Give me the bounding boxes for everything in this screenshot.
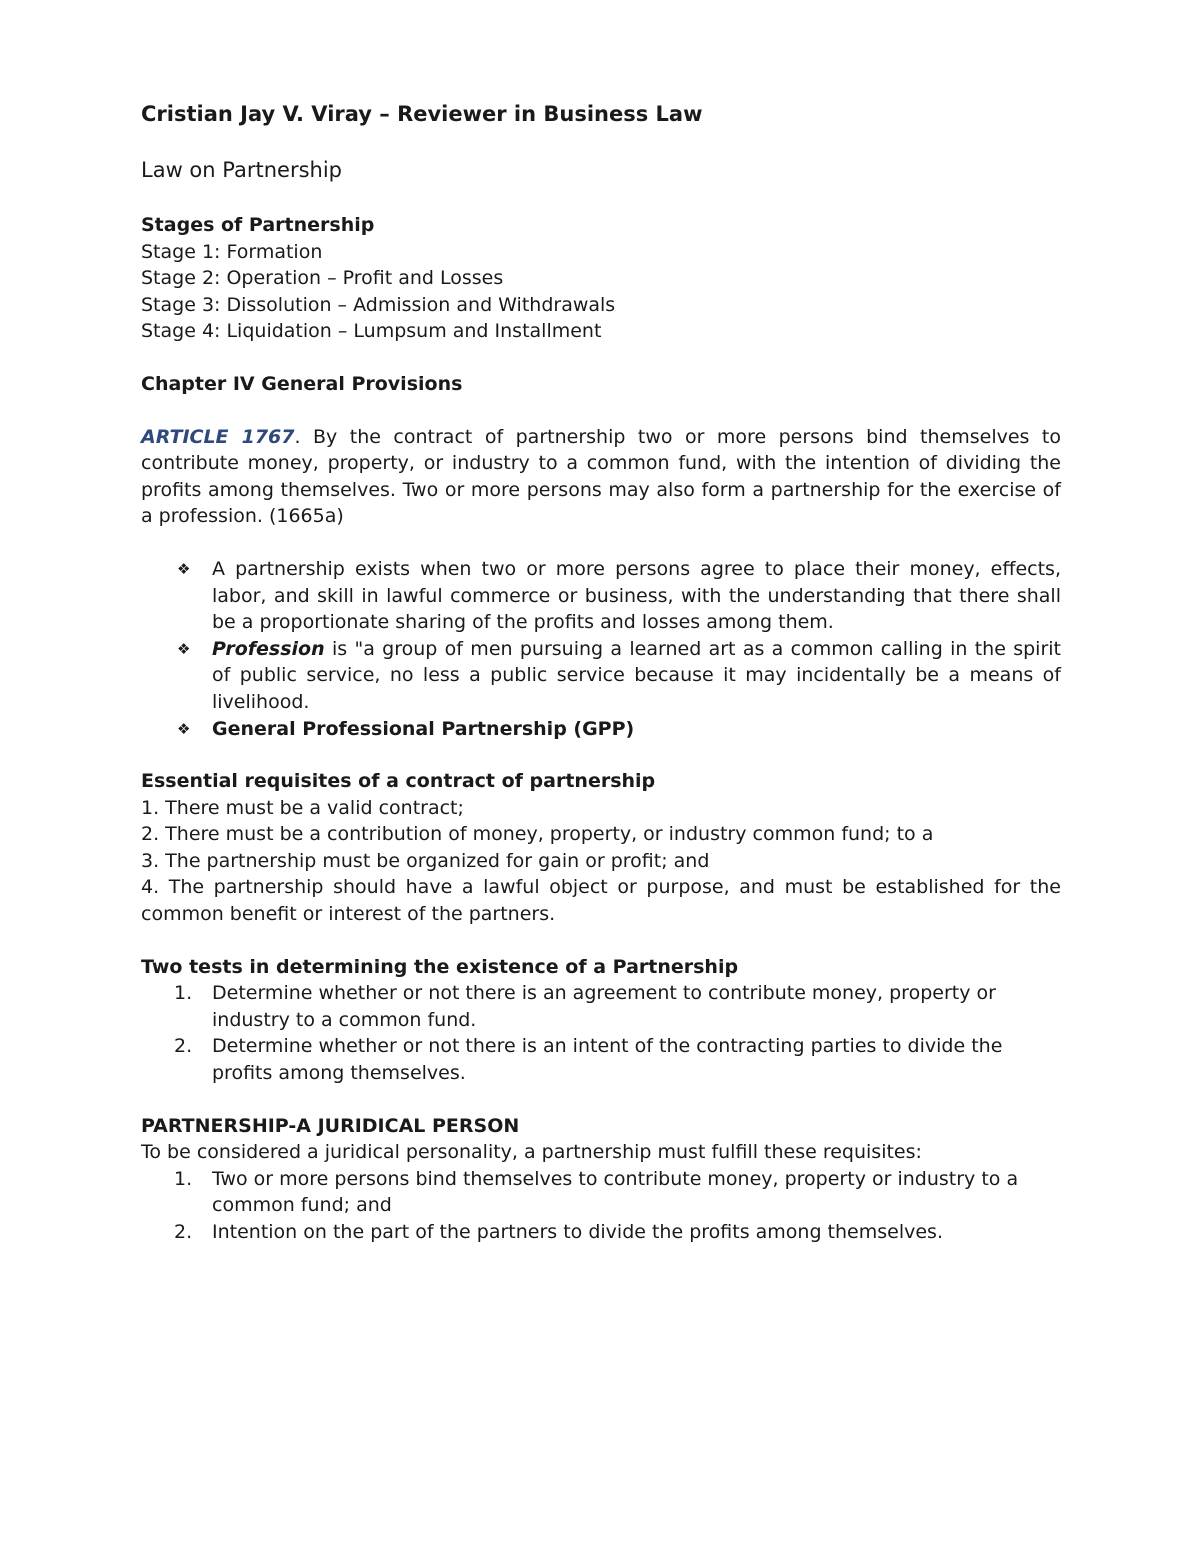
requisite-item: 4. The partnership should have a lawful object or purpose, and must be established for the common benefit or interest of the partners. xyxy=(141,876,1061,926)
list-item xyxy=(141,1033,1061,1086)
item-text: Two or more persons bind themselves to contribute money, property or industry to a common fund; and xyxy=(212,1167,1019,1217)
item-number: 1. xyxy=(174,982,193,1005)
article-paragraph xyxy=(141,424,1061,530)
list-item xyxy=(141,716,1061,743)
document-title: Cristian Jay V. Viray – Reviewer in Business Law xyxy=(141,102,703,126)
stage-item: Stage 1: Formation xyxy=(141,240,323,263)
item-number: 2. xyxy=(174,1221,193,1243)
list-item xyxy=(141,1219,1061,1246)
stage-item: Stage 2: Operation – Profit and Losses xyxy=(141,267,504,290)
stage-item: Stage 3: Dissolution – Admission and Withdrawals xyxy=(141,293,616,316)
requisites-heading: Essential requisites of a contract of partnership xyxy=(141,770,656,793)
tests-section xyxy=(141,954,1061,1087)
diamond-bullet-icon: ❖ xyxy=(177,719,191,738)
bullet-text: A partnership exists when two or more persons agree to place their money, effects, labor, and skill in lawful commerce or business, with the understanding that there shall be a proportionate sharing of the profits and losses among them. xyxy=(212,557,1061,634)
item-text: Determine whether or not there is an agreement to contribute money, property or industry to a common fund. xyxy=(212,982,996,1031)
document-subtitle: Law on Partnership xyxy=(141,158,342,182)
article-text: . By the contract of partnership two or more persons bind themselves to contribute money, property, or industry to a common fund, with the intention of dividing the profits among themselves. Two or more persons may also form a partnership for the exercise of a profession. (1665a) xyxy=(141,425,1061,528)
item-text: Intention on the part of the partners to divide the profits among themselves. xyxy=(212,1221,943,1243)
juridical-section xyxy=(141,1113,1061,1246)
stages-heading: Stages of Partnership xyxy=(141,214,375,236)
stages-section xyxy=(141,212,1061,345)
bullet-text: is "a group of men pursuing a learned art as a common calling in the spirit of public service, no less a public service because it may incidentally be a means of livelihood. xyxy=(212,637,1061,713)
item-text: Determine whether or not there is an intent of the contracting parties to divide the profits among themselves. xyxy=(212,1035,1003,1085)
juridical-intro: To be considered a juridical personality, a partnership must fulfill these requisites: xyxy=(141,1141,922,1164)
requisite-item: 3. The partnership must be organized for gain or profit; and xyxy=(141,849,710,872)
list-item xyxy=(141,980,1061,1033)
list-item xyxy=(141,636,1061,716)
juridical-list xyxy=(141,1166,1061,1246)
bullet-text: General Professional Partnership (GPP) xyxy=(212,717,635,740)
bullet-list xyxy=(141,556,1061,742)
diamond-bullet-icon: ❖ xyxy=(177,639,191,658)
list-item xyxy=(141,556,1061,636)
list-item xyxy=(141,1166,1061,1219)
item-number: 1. xyxy=(174,1167,193,1190)
diamond-bullet-icon: ❖ xyxy=(177,559,191,578)
requisites-section xyxy=(141,768,1061,928)
document-body xyxy=(141,100,1061,1246)
tests-list xyxy=(141,980,1061,1086)
juridical-heading: PARTNERSHIP-A JURIDICAL PERSON xyxy=(141,1114,520,1137)
item-number: 2. xyxy=(174,1035,193,1058)
requisite-item: 1. There must be a valid contract; xyxy=(141,796,464,819)
profession-term: Profession xyxy=(212,637,325,660)
stage-item: Stage 4: Liquidation – Lumpsum and Installment xyxy=(141,320,602,343)
tests-heading: Two tests in determining the existence of a Partnership xyxy=(141,955,739,978)
requisite-item: 2. There must be a contribution of money, property, or industry common fund; to a xyxy=(141,823,934,846)
chapter-heading: Chapter IV General Provisions xyxy=(141,372,463,395)
article-number: ARTICLE 1767 xyxy=(141,425,295,448)
